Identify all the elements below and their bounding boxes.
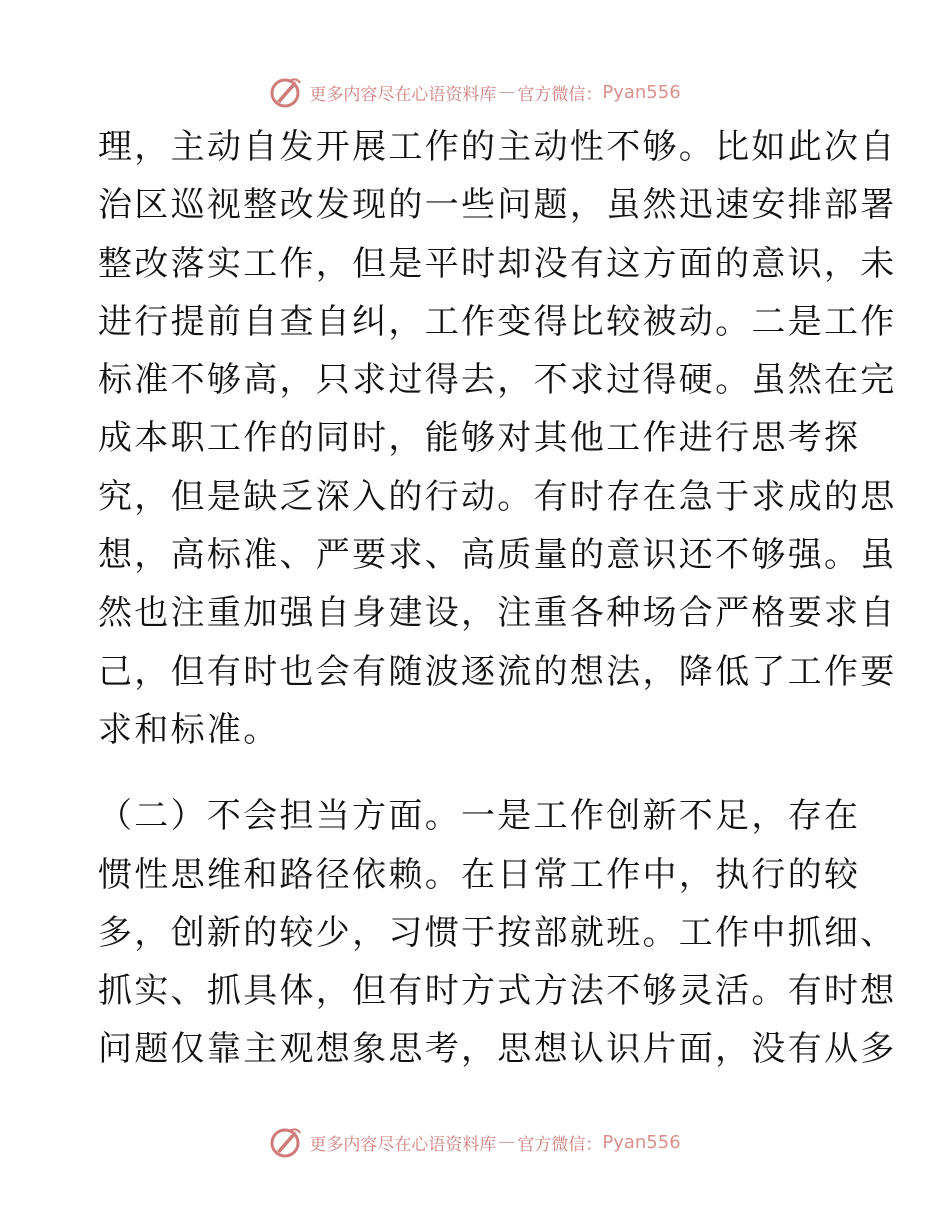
pen-logo-icon: [269, 1125, 303, 1159]
text-line: 多，创新的较少，习惯于按部就班。工作中抓细、: [98, 912, 897, 953]
text-line: 进行提前自查自纠，工作变得比较被动。二是工作: [98, 301, 897, 342]
text-line: 问题仅靠主观想象思考，思想认识片面，没有从多: [98, 1029, 897, 1070]
paragraph-spacer: [98, 759, 853, 787]
watermark-text: 更多内容尽在心语资料库: [309, 84, 497, 105]
text-line: 成本职工作的同时，能够对其他工作进行思考探: [98, 418, 861, 459]
text-line: 整改落实工作，但是平时却没有这方面的意识，未: [98, 243, 897, 284]
text-line: 想，高标准、严要求、高质量的意识还不够强。虽: [98, 535, 897, 576]
text-line: 惯性思维和路径依赖。在日常工作中，执行的较: [98, 854, 861, 895]
text-line: 究，但是缺乏深入的行动。有时存在急于求成的思: [98, 476, 897, 517]
text-line: 己，但有时也会有随波逐流的想法，降低了工作要: [98, 651, 897, 692]
text-line: （二）不会担当方面。一是工作创新不足，存在: [98, 796, 861, 837]
text-line: 然也注重加强自身建设，注重各种场合严格要求自: [98, 593, 897, 634]
paragraph-1: [98, 118, 897, 759]
document-body: [98, 118, 897, 1079]
text-line: 抓实、抓具体，但有时方式方法不够灵活。有时想: [98, 971, 897, 1012]
paragraph-2: [98, 787, 897, 1078]
text-line: 标准不够高，只求过得去，不求过得硬。虽然在完: [98, 360, 897, 401]
pen-logo-icon: [269, 75, 303, 109]
text-line: 求和标准。: [98, 709, 280, 750]
watermark-separator: —: [498, 1132, 516, 1152]
watermark-official-label: 官方微信：: [517, 1134, 603, 1155]
watermark-official-label: 官方微信：: [517, 84, 603, 105]
footer-watermark: [0, 1122, 950, 1162]
watermark-separator: —: [498, 82, 516, 102]
watermark-wechat-id: Pyan556: [602, 1131, 681, 1153]
watermark-text: 更多内容尽在心语资料库: [309, 1134, 497, 1155]
watermark-wechat-id: Pyan556: [602, 81, 681, 103]
header-watermark: [0, 72, 950, 112]
text-line: 治区巡视整改发现的一些问题，虽然迅速安排部署: [98, 185, 897, 226]
text-line: 理，主动自发开展工作的主动性不够。比如此次自: [98, 127, 897, 167]
